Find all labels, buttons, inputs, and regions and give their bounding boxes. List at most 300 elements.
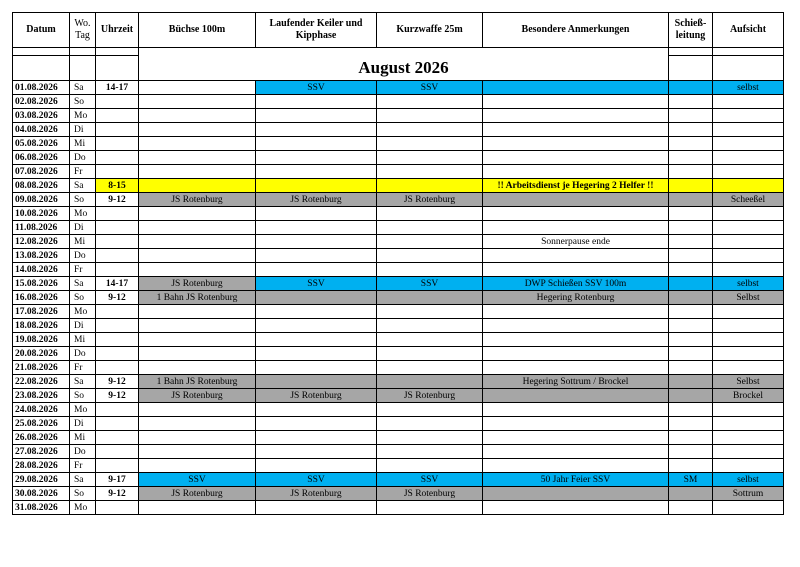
cell-buechse: JS Rotenburg (139, 389, 256, 403)
cell-note (483, 361, 669, 375)
cell-keiler (256, 207, 377, 221)
cell-note: Hegering Sottrum / Brockel (483, 375, 669, 389)
table-row (13, 403, 784, 417)
cell-kurzwaffe (377, 347, 483, 361)
table-row (13, 333, 784, 347)
cell-buechse (139, 347, 256, 361)
cell-leitung (669, 487, 713, 501)
table-row (13, 123, 784, 137)
cell-day: Sa (70, 473, 96, 487)
cell-note (483, 389, 669, 403)
cell-leitung (669, 123, 713, 137)
cell-aufsicht: Sottrum (713, 487, 784, 501)
cell-kurzwaffe (377, 235, 483, 249)
cell-day: Di (70, 319, 96, 333)
cell-day: Mo (70, 207, 96, 221)
cell-buechse (139, 319, 256, 333)
table-row (13, 431, 784, 445)
cell-note (483, 417, 669, 431)
cell-buechse (139, 151, 256, 165)
cell-aufsicht (713, 95, 784, 109)
cell-date: 05.08.2026 (13, 137, 70, 151)
cell-leitung (669, 249, 713, 263)
cell-keiler (256, 263, 377, 277)
cell-aufsicht (713, 431, 784, 445)
cell-kurzwaffe (377, 179, 483, 193)
cell-time (96, 431, 139, 445)
cell-aufsicht: selbst (713, 81, 784, 95)
cell-note: 50 Jahr Feier SSV (483, 473, 669, 487)
cell-note (483, 487, 669, 501)
cell-day: So (70, 291, 96, 305)
cell-leitung (669, 375, 713, 389)
table-row (13, 263, 784, 277)
cell-note (483, 193, 669, 207)
cell-leitung (669, 445, 713, 459)
cell-kurzwaffe: JS Rotenburg (377, 389, 483, 403)
cell-leitung (669, 109, 713, 123)
cell-time (96, 459, 139, 473)
cell-keiler (256, 249, 377, 263)
cell-buechse (139, 459, 256, 473)
cell-kurzwaffe (377, 221, 483, 235)
cell-buechse: 1 Bahn JS Rotenburg (139, 375, 256, 389)
cell-note (483, 459, 669, 473)
header-wotag: Wo. Tag (70, 13, 96, 48)
cell-aufsicht (713, 305, 784, 319)
cell-buechse: JS Rotenburg (139, 193, 256, 207)
cell-date: 14.08.2026 (13, 263, 70, 277)
cell-keiler: JS Rotenburg (256, 487, 377, 501)
table-row (13, 487, 784, 501)
cell-buechse (139, 305, 256, 319)
cell-kurzwaffe: SSV (377, 81, 483, 95)
cell-keiler (256, 235, 377, 249)
cell-day: Fr (70, 165, 96, 179)
cell-buechse (139, 95, 256, 109)
cell-kurzwaffe (377, 109, 483, 123)
table-row (13, 445, 784, 459)
cell-note (483, 263, 669, 277)
table-row (13, 249, 784, 263)
cell-time (96, 207, 139, 221)
cell-aufsicht (713, 361, 784, 375)
cell-leitung (669, 361, 713, 375)
cell-keiler (256, 403, 377, 417)
table-row (13, 109, 784, 123)
cell-day: Fr (70, 361, 96, 375)
cell-aufsicht (713, 235, 784, 249)
cell-aufsicht: Selbst (713, 291, 784, 305)
header-row (13, 13, 784, 48)
cell-buechse (139, 431, 256, 445)
cell-keiler (256, 347, 377, 361)
cell-aufsicht (713, 179, 784, 193)
cell-leitung (669, 179, 713, 193)
cell-day: So (70, 193, 96, 207)
cell-kurzwaffe (377, 361, 483, 375)
cell-date: 25.08.2026 (13, 417, 70, 431)
cell-time (96, 263, 139, 277)
cell-aufsicht (713, 165, 784, 179)
cell-time (96, 249, 139, 263)
cell-note (483, 151, 669, 165)
cell-leitung (669, 459, 713, 473)
cell-kurzwaffe (377, 417, 483, 431)
cell-note (483, 207, 669, 221)
cell-kurzwaffe (377, 95, 483, 109)
spacer-row (13, 48, 784, 56)
cell-leitung (669, 137, 713, 151)
cell-kurzwaffe (377, 165, 483, 179)
cell-time (96, 235, 139, 249)
cell-day: Fr (70, 459, 96, 473)
table-row (13, 137, 784, 151)
cell-kurzwaffe (377, 459, 483, 473)
cell-keiler (256, 333, 377, 347)
cell-leitung (669, 235, 713, 249)
cell-kurzwaffe (377, 137, 483, 151)
cell-date: 27.08.2026 (13, 445, 70, 459)
cell-kurzwaffe (377, 123, 483, 137)
cell-aufsicht: Selbst (713, 375, 784, 389)
cell-time (96, 403, 139, 417)
cell-date: 13.08.2026 (13, 249, 70, 263)
table-row (13, 235, 784, 249)
cell-time: 9-12 (96, 375, 139, 389)
cell-note (483, 123, 669, 137)
cell-kurzwaffe: SSV (377, 277, 483, 291)
cell-buechse (139, 445, 256, 459)
cell-time (96, 417, 139, 431)
cell-date: 26.08.2026 (13, 431, 70, 445)
header-datum: Datum (13, 13, 70, 48)
schedule-table (12, 12, 784, 515)
cell-time: 14-17 (96, 81, 139, 95)
cell-aufsicht (713, 403, 784, 417)
cell-time (96, 333, 139, 347)
cell-buechse: SSV (139, 473, 256, 487)
cell-leitung (669, 319, 713, 333)
cell-keiler (256, 431, 377, 445)
cell-kurzwaffe (377, 445, 483, 459)
table-row (13, 501, 784, 515)
cell-keiler (256, 123, 377, 137)
cell-day: So (70, 389, 96, 403)
cell-date: 30.08.2026 (13, 487, 70, 501)
table-row (13, 361, 784, 375)
cell-date: 21.08.2026 (13, 361, 70, 375)
cell-aufsicht (713, 221, 784, 235)
cell-buechse (139, 221, 256, 235)
cell-kurzwaffe (377, 501, 483, 515)
cell-buechse: 1 Bahn JS Rotenburg (139, 291, 256, 305)
cell-buechse (139, 81, 256, 95)
cell-aufsicht: Brockel (713, 389, 784, 403)
cell-day: So (70, 487, 96, 501)
cell-time: 9-12 (96, 389, 139, 403)
cell-aufsicht (713, 459, 784, 473)
table-row (13, 417, 784, 431)
cell-day: Do (70, 347, 96, 361)
cell-date: 15.08.2026 (13, 277, 70, 291)
cell-kurzwaffe (377, 403, 483, 417)
header-aufsicht: Aufsicht (713, 13, 784, 48)
cell-note (483, 319, 669, 333)
table-row (13, 207, 784, 221)
cell-aufsicht (713, 347, 784, 361)
cell-leitung (669, 221, 713, 235)
cell-kurzwaffe (377, 431, 483, 445)
cell-leitung (669, 403, 713, 417)
cell-note: Hegering Rotenburg (483, 291, 669, 305)
cell-leitung (669, 81, 713, 95)
cell-date: 04.08.2026 (13, 123, 70, 137)
cell-note (483, 137, 669, 151)
cell-note: Sonnerpause ende (483, 235, 669, 249)
cell-note (483, 109, 669, 123)
cell-day: Mo (70, 109, 96, 123)
cell-time (96, 445, 139, 459)
cell-keiler (256, 361, 377, 375)
cell-note (483, 165, 669, 179)
cell-buechse: JS Rotenburg (139, 487, 256, 501)
cell-day: Di (70, 123, 96, 137)
cell-keiler (256, 445, 377, 459)
cell-time (96, 95, 139, 109)
cell-buechse (139, 235, 256, 249)
cell-time (96, 501, 139, 515)
cell-buechse (139, 137, 256, 151)
cell-keiler (256, 165, 377, 179)
cell-day: Di (70, 221, 96, 235)
table-row (13, 291, 784, 305)
cell-buechse (139, 403, 256, 417)
header-keiler: Laufender Keiler und Kipphase (256, 13, 377, 48)
cell-keiler (256, 151, 377, 165)
cell-day: Sa (70, 277, 96, 291)
cell-buechse (139, 249, 256, 263)
cell-day: Mo (70, 305, 96, 319)
cell-kurzwaffe: SSV (377, 473, 483, 487)
cell-time (96, 347, 139, 361)
cell-leitung (669, 333, 713, 347)
cell-leitung (669, 263, 713, 277)
cell-aufsicht (713, 249, 784, 263)
table-row (13, 277, 784, 291)
cell-keiler: SSV (256, 81, 377, 95)
table-row (13, 95, 784, 109)
cell-kurzwaffe: JS Rotenburg (377, 487, 483, 501)
cell-date: 01.08.2026 (13, 81, 70, 95)
month-title: August 2026 (139, 56, 669, 81)
cell-aufsicht (713, 123, 784, 137)
cell-time (96, 109, 139, 123)
cell-note: DWP Schießen SSV 100m (483, 277, 669, 291)
cell-leitung (669, 417, 713, 431)
table-row (13, 193, 784, 207)
cell-note: !! Arbeitsdienst je Hegering 2 Helfer !! (483, 179, 669, 193)
cell-date: 08.08.2026 (13, 179, 70, 193)
cell-date: 07.08.2026 (13, 165, 70, 179)
cell-date: 23.08.2026 (13, 389, 70, 403)
cell-date: 28.08.2026 (13, 459, 70, 473)
header-kurzwaffe: Kurzwaffe 25m (377, 13, 483, 48)
cell-kurzwaffe (377, 319, 483, 333)
cell-day: Do (70, 445, 96, 459)
cell-leitung (669, 95, 713, 109)
cell-time (96, 319, 139, 333)
cell-buechse (139, 123, 256, 137)
cell-day: Fr (70, 263, 96, 277)
cell-leitung (669, 207, 713, 221)
table-row (13, 319, 784, 333)
cell-kurzwaffe (377, 207, 483, 221)
header-anmerkungen: Besondere Anmerkungen (483, 13, 669, 48)
cell-aufsicht (713, 333, 784, 347)
cell-date: 06.08.2026 (13, 151, 70, 165)
cell-kurzwaffe (377, 151, 483, 165)
cell-keiler (256, 459, 377, 473)
cell-day: Mi (70, 137, 96, 151)
cell-leitung (669, 193, 713, 207)
month-row (13, 56, 784, 81)
cell-time: 9-12 (96, 487, 139, 501)
cell-keiler (256, 305, 377, 319)
cell-note (483, 81, 669, 95)
cell-time (96, 137, 139, 151)
header-leitung: Schieß-leitung (669, 13, 713, 48)
cell-date: 11.08.2026 (13, 221, 70, 235)
cell-aufsicht (713, 137, 784, 151)
cell-time (96, 221, 139, 235)
cell-keiler (256, 137, 377, 151)
cell-buechse (139, 179, 256, 193)
cell-kurzwaffe (377, 305, 483, 319)
cell-aufsicht (713, 151, 784, 165)
cell-keiler: JS Rotenburg (256, 193, 377, 207)
cell-kurzwaffe (377, 263, 483, 277)
cell-aufsicht (713, 445, 784, 459)
cell-keiler: SSV (256, 277, 377, 291)
cell-aufsicht (713, 109, 784, 123)
table-row (13, 389, 784, 403)
cell-time: 14-17 (96, 277, 139, 291)
cell-buechse (139, 109, 256, 123)
cell-aufsicht (713, 501, 784, 515)
cell-aufsicht (713, 207, 784, 221)
cell-aufsicht (713, 417, 784, 431)
cell-keiler (256, 291, 377, 305)
cell-leitung (669, 389, 713, 403)
table-row (13, 165, 784, 179)
cell-aufsicht: selbst (713, 473, 784, 487)
cell-note (483, 347, 669, 361)
table-row (13, 151, 784, 165)
table-row (13, 473, 784, 487)
cell-date: 18.08.2026 (13, 319, 70, 333)
cell-date: 10.08.2026 (13, 207, 70, 221)
cell-keiler (256, 109, 377, 123)
cell-day: Do (70, 151, 96, 165)
cell-day: So (70, 95, 96, 109)
cell-time: 9-17 (96, 473, 139, 487)
cell-note (483, 431, 669, 445)
cell-leitung: SM (669, 473, 713, 487)
cell-time (96, 305, 139, 319)
cell-note (483, 403, 669, 417)
cell-keiler (256, 95, 377, 109)
cell-buechse: JS Rotenburg (139, 277, 256, 291)
table-row (13, 179, 784, 193)
cell-date: 16.08.2026 (13, 291, 70, 305)
cell-date: 09.08.2026 (13, 193, 70, 207)
cell-keiler (256, 375, 377, 389)
cell-buechse (139, 333, 256, 347)
cell-date: 24.08.2026 (13, 403, 70, 417)
cell-leitung (669, 431, 713, 445)
cell-aufsicht: Scheeßel (713, 193, 784, 207)
cell-time: 9-12 (96, 291, 139, 305)
cell-buechse (139, 207, 256, 221)
cell-date: 17.08.2026 (13, 305, 70, 319)
cell-keiler: SSV (256, 473, 377, 487)
cell-day: Mi (70, 431, 96, 445)
cell-keiler (256, 417, 377, 431)
cell-time: 9-12 (96, 193, 139, 207)
cell-day: Sa (70, 375, 96, 389)
cell-kurzwaffe (377, 375, 483, 389)
cell-buechse (139, 263, 256, 277)
cell-aufsicht: selbst (713, 277, 784, 291)
cell-keiler (256, 221, 377, 235)
cell-note (483, 249, 669, 263)
cell-day: Sa (70, 81, 96, 95)
cell-day: Do (70, 249, 96, 263)
header-buechse: Büchse 100m (139, 13, 256, 48)
cell-buechse (139, 501, 256, 515)
cell-date: 31.08.2026 (13, 501, 70, 515)
cell-kurzwaffe: JS Rotenburg (377, 193, 483, 207)
cell-note (483, 95, 669, 109)
cell-kurzwaffe (377, 333, 483, 347)
cell-time (96, 361, 139, 375)
cell-kurzwaffe (377, 291, 483, 305)
cell-keiler (256, 179, 377, 193)
table-row (13, 347, 784, 361)
cell-day: Di (70, 417, 96, 431)
cell-aufsicht (713, 263, 784, 277)
cell-date: 20.08.2026 (13, 347, 70, 361)
cell-leitung (669, 151, 713, 165)
cell-leitung (669, 501, 713, 515)
cell-time (96, 151, 139, 165)
cell-leitung (669, 277, 713, 291)
cell-note (483, 221, 669, 235)
cell-buechse (139, 361, 256, 375)
cell-time (96, 123, 139, 137)
cell-day: Mo (70, 403, 96, 417)
table-row (13, 221, 784, 235)
cell-date: 19.08.2026 (13, 333, 70, 347)
cell-keiler (256, 319, 377, 333)
cell-day: Sa (70, 179, 96, 193)
cell-note (483, 305, 669, 319)
table-row (13, 375, 784, 389)
cell-day: Mo (70, 501, 96, 515)
cell-day: Mi (70, 333, 96, 347)
cell-time (96, 165, 139, 179)
